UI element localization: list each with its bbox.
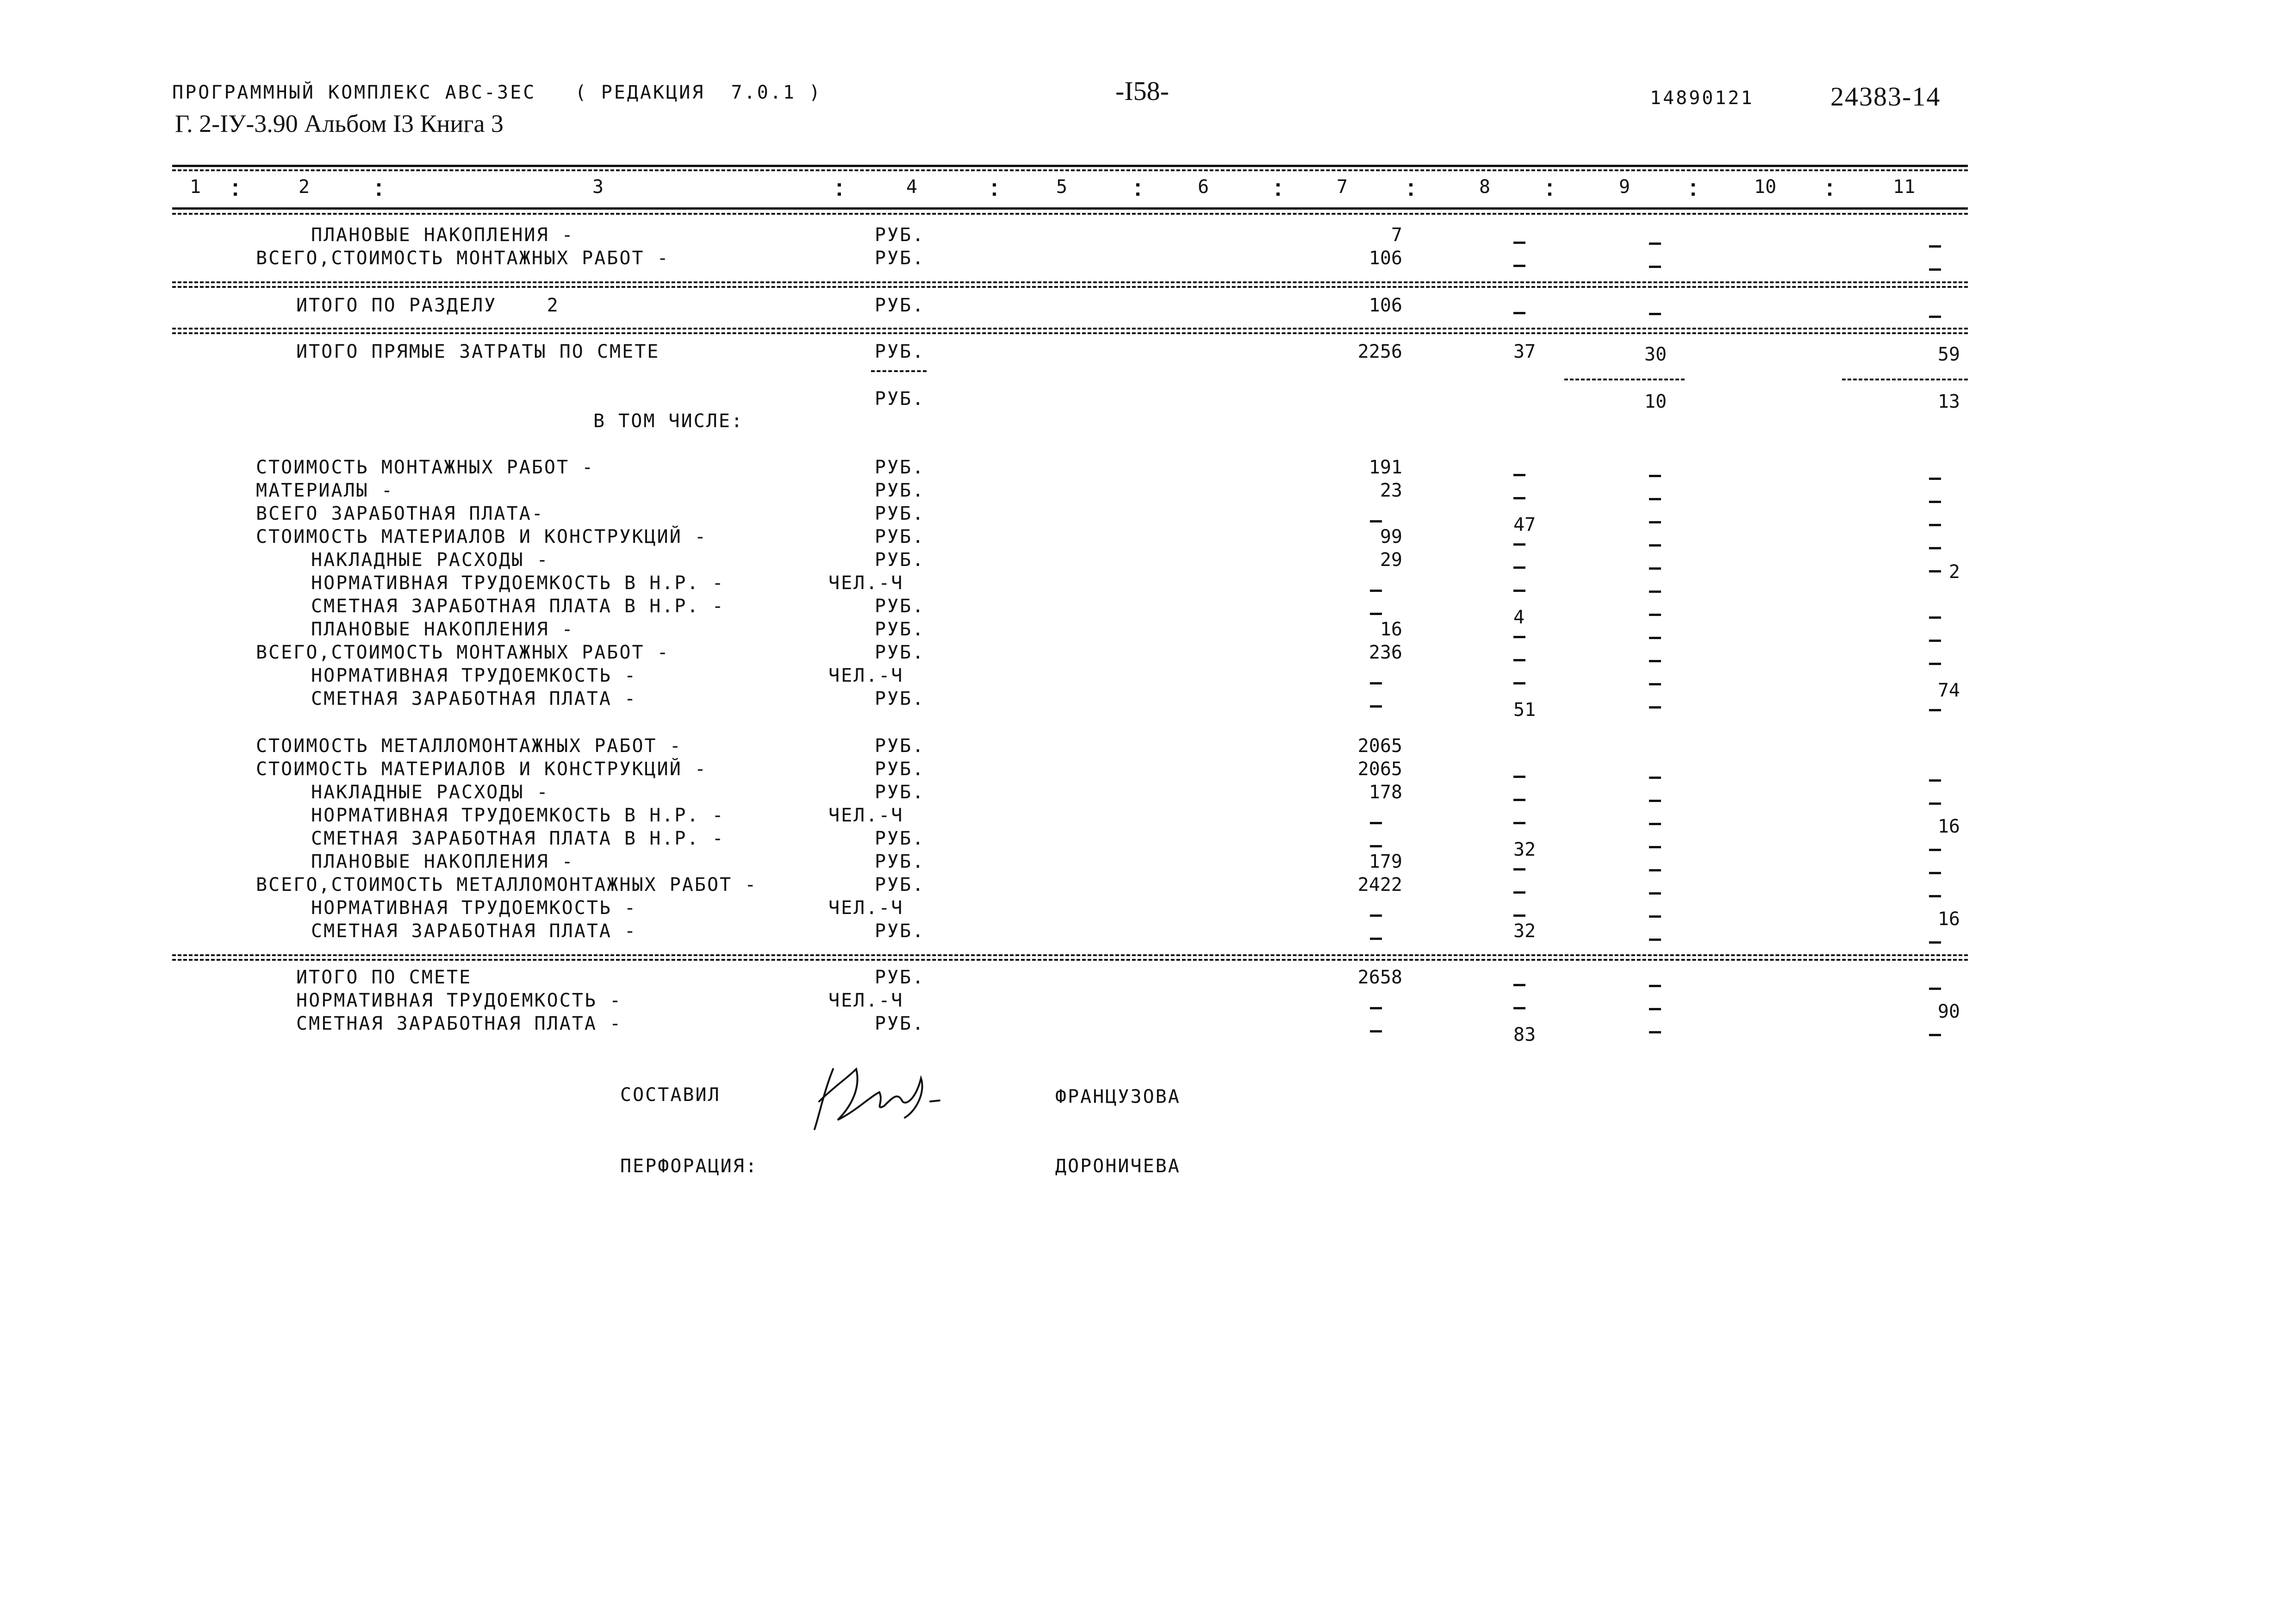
empty-value-dash [1929,640,1941,642]
empty-value-dash [1649,243,1661,245]
column-separator-dot [1548,183,1551,187]
column-separator-dot [377,193,380,196]
row-unit: РУБ. [875,735,925,757]
value-col8: 4 [1513,607,1525,628]
empty-value-dash [1649,567,1661,570]
row-label: СМЕТНАЯ ЗАРАБОТНАЯ ПЛАТА В Н.Р. - [311,828,725,849]
row-unit: РУБ. [875,341,925,362]
empty-value-dash [1513,636,1525,638]
section-rule [172,286,1968,288]
empty-value-dash [1649,614,1661,616]
row-unit: ЧЕЛ.-Ч [828,897,904,919]
empty-value-dash [1370,938,1382,940]
row-label: СМЕТНАЯ ЗАРАБОТНАЯ ПЛАТА - [311,688,637,709]
empty-value-dash [1929,547,1941,549]
empty-value-dash [1929,849,1941,851]
value-col11: 2 [1948,561,1960,583]
row-unit: РУБ. [875,874,925,895]
empty-value-dash [1513,242,1525,244]
empty-value-dash [1649,1031,1661,1033]
empty-value-dash [1649,637,1661,639]
row-unit: РУБ. [875,457,925,478]
empty-value-dash [1370,822,1382,824]
empty-value-dash [1513,776,1525,778]
column-number-9: 9 [1619,176,1630,198]
row-label: ПЛАНОВЫЕ НАКОПЛЕНИЯ - [311,619,574,640]
empty-value-dash [1929,1034,1941,1036]
value-col7: 7 [1391,224,1402,246]
empty-value-dash [1649,939,1661,941]
empty-value-dash [1649,521,1661,523]
value-col7: 2256 [1357,341,1402,362]
empty-value-dash [1513,659,1525,661]
empty-value-dash [1929,663,1941,665]
empty-value-dash [1370,914,1382,917]
row-label: ВСЕГО,СТОИМОСТЬ МОНТАЖНЫХ РАБОТ - [256,642,670,663]
empty-value-dash [1513,799,1525,801]
compiled-label: СОСТАВИЛ [620,1084,721,1106]
section-rule [172,954,1968,956]
empty-value-dash [1649,915,1661,918]
empty-value-dash [1929,478,1941,480]
row-unit: РУБ. [875,688,925,709]
row-label: СМЕТНАЯ ЗАРАБОТНАЯ ПЛАТА В Н.Р. - [311,596,725,617]
empty-value-dash [1649,985,1661,987]
compiled-name: ФРАНЦУЗОВА [1055,1086,1181,1107]
empty-value-dash [1370,520,1382,522]
empty-value-dash [1929,941,1941,944]
column-number-11: 11 [1893,176,1916,198]
column-separator-dot [1548,193,1551,196]
row-label: НАКЛАДНЫЕ РАСХОДЫ - [311,782,549,803]
value-col8: 47 [1513,514,1536,535]
value-col7: 179 [1369,851,1402,872]
value-col8: 51 [1513,699,1536,721]
row-label: ПЛАНОВЫЕ НАКОПЛЕНИЯ - [311,851,574,872]
row-label: НОРМАТИВНАЯ ТРУДОЕМКОСТЬ - [296,990,622,1011]
row-label: СТОИМОСТЬ МЕТАЛЛОМОНТАЖНЫХ РАБОТ - [256,735,682,757]
empty-value-dash [1929,570,1941,572]
row-unit: РУБ. [875,1013,925,1034]
row-label: ИТОГО ПО РАЗДЕЛУ 2 [296,295,560,316]
column-number-8: 8 [1479,176,1491,198]
empty-value-dash [1649,777,1661,779]
row-unit: РУБ. [875,295,925,316]
row-label: ВСЕГО,СТОИМОСТЬ МЕТАЛЛОМОНТАЖНЫХ РАБОТ - [256,874,758,895]
empty-value-dash [1649,846,1661,848]
row-unit: РУБ. [875,549,925,571]
row-label: ПЛАНОВЫЕ НАКОПЛЕНИЯ - [311,224,574,246]
empty-value-dash [1929,988,1941,990]
empty-value-dash [1649,498,1661,500]
empty-value-dash [1513,566,1525,569]
empty-value-dash [1649,823,1661,825]
row-unit: РУБ. [875,782,925,803]
row-unit: РУБ. [875,503,925,524]
row-label: В ТОМ ЧИСЛЕ: [593,410,744,432]
row-unit: РУБ. [875,480,925,501]
row-label: ИТОГО ПРЯМЫЕ ЗАТРАТЫ ПО СМЕТЕ [296,341,660,362]
section-rule [172,332,1968,334]
empty-value-dash [1649,869,1661,871]
series-title: Г. 2-IУ-3.90 Альбом I3 Книга 3 [175,110,504,137]
empty-value-dash [1513,822,1525,824]
empty-value-dash [1370,590,1382,592]
row-label: МАТЕРИАЛЫ - [256,480,394,501]
empty-value-dash [1929,779,1941,782]
empty-value-dash [1929,802,1941,805]
column-separator-dot [993,193,996,196]
program-title: ПРОГРАММНЫЙ КОМПЛЕКС АВС-3ЕС ( РЕДАКЦИЯ 7.0.1 ) [172,82,822,103]
row-label: НОРМАТИВНАЯ ТРУДОЕМКОСТЬ - [311,665,637,686]
perforation-label: ПЕРФОРАЦИЯ: [620,1156,758,1177]
column-number-10: 10 [1754,176,1777,198]
empty-value-dash [1513,474,1525,476]
empty-value-dash [1649,591,1661,593]
row-unit: РУБ. [875,596,925,617]
empty-value-dash [1929,524,1941,526]
signature-image [805,1051,963,1143]
empty-value-dash [1929,316,1941,318]
empty-value-dash [1513,497,1525,499]
value-col9: 10 [1644,391,1667,412]
empty-value-dash [1513,891,1525,894]
row-label: СТОИМОСТЬ МАТЕРИАЛОВ И КОНСТРУКЦИЙ - [256,759,707,780]
empty-value-dash [1513,543,1525,546]
empty-value-dash [1370,845,1382,847]
empty-value-dash [1649,313,1661,315]
empty-value-dash [1649,706,1661,709]
empty-value-dash [1929,501,1941,503]
value-col7: 106 [1369,248,1402,269]
row-label: СМЕТНАЯ ЗАРАБОТНАЯ ПЛАТА - [311,920,637,942]
subtotal-rule-col11 [1842,379,1968,380]
column-number-3: 3 [592,176,604,198]
empty-value-dash [1370,705,1382,708]
value-col7: 236 [1369,642,1402,663]
row-unit: РУБ. [875,388,925,410]
column-separator-dot [993,183,996,187]
column-separator-dot [1136,183,1139,187]
empty-value-dash [1370,1007,1382,1009]
value-col11: 13 [1937,391,1960,412]
section-rule [172,959,1968,961]
row-label: НОРМАТИВНАЯ ТРУДОЕМКОСТЬ - [311,897,637,919]
empty-value-dash [1649,475,1661,477]
column-separator-dot [838,183,841,187]
column-separator-dot [1692,183,1695,187]
column-number-4: 4 [906,176,918,198]
empty-value-dash [1649,892,1661,895]
empty-value-dash [1929,709,1941,711]
empty-value-dash [1513,868,1525,871]
row-label: ВСЕГО ЗАРАБОТНАЯ ПЛАТА- [256,503,544,524]
empty-value-dash [1513,312,1525,314]
empty-value-dash [1649,660,1661,662]
value-col8: 83 [1513,1024,1536,1045]
column-separator-dot [377,183,380,187]
empty-value-dash [1370,682,1382,684]
column-separator-dot [838,193,841,196]
empty-value-dash [1929,895,1941,897]
value-col7: 23 [1380,480,1402,501]
row-unit: РУБ. [875,967,925,988]
column-number-6: 6 [1198,176,1209,198]
empty-value-dash [1513,914,1525,917]
value-col11: 74 [1937,680,1960,701]
value-col7: 2422 [1357,874,1402,895]
perforation-name: ДОРОНИЧЕВА [1055,1156,1181,1177]
empty-value-dash [1649,266,1661,268]
row-label: НАКЛАДНЫЕ РАСХОДЫ - [311,549,549,571]
row-unit: РУБ. [875,619,925,640]
row-unit: РУБ. [875,526,925,547]
value-col7: 191 [1369,457,1402,478]
value-col8: 37 [1513,341,1536,362]
row-unit: ЧЕЛ.-Ч [828,805,904,826]
column-separator-dot [234,193,237,196]
column-separator-dot [1409,183,1412,187]
value-col7: 178 [1369,782,1402,803]
value-col8: 32 [1513,920,1536,942]
empty-value-dash [1513,984,1525,986]
subtotal-rule-col4 [871,370,927,372]
row-unit: РУБ. [875,828,925,849]
document-number: 24383-14 [1830,81,1941,112]
page-number: -I58- [1115,76,1169,106]
row-unit: РУБ. [875,920,925,942]
row-unit: РУБ. [875,851,925,872]
row-unit: РУБ. [875,642,925,663]
value-col7: 16 [1380,619,1402,640]
row-label: СТОИМОСТЬ МОНТАЖНЫХ РАБОТ - [256,457,595,478]
column-separator-dot [1828,193,1831,196]
column-header-bottom-rule-dashed [172,213,1968,215]
row-label: СМЕТНАЯ ЗАРАБОТНАЯ ПЛАТА - [296,1013,622,1034]
value-col7: 2658 [1357,967,1402,988]
subtotal-rule-col9 [1564,379,1685,380]
column-number-7: 7 [1337,176,1348,198]
value-col11: 90 [1937,1001,1960,1022]
value-col7: 2065 [1357,759,1402,780]
empty-value-dash [1370,1030,1382,1032]
row-label: НОРМАТИВНАЯ ТРУДОЕМКОСТЬ В Н.Р. - [311,572,725,594]
empty-value-dash [1649,544,1661,547]
column-separator-dot [1136,193,1139,196]
row-unit: РУБ. [875,759,925,780]
empty-value-dash [1370,613,1382,615]
empty-value-dash [1929,268,1941,271]
value-col7: 2065 [1357,735,1402,757]
row-unit: ЧЕЛ.-Ч [828,572,904,594]
value-col7: 106 [1369,295,1402,316]
empty-value-dash [1513,682,1525,684]
column-header-bottom-rule [172,207,1968,210]
section-rule [172,281,1968,283]
document-code: 14890121 [1650,87,1754,109]
value-col11: 16 [1937,816,1960,837]
column-separator-dot [234,183,237,187]
row-unit: ЧЕЛ.-Ч [828,665,904,686]
column-number-1: 1 [190,176,201,198]
row-label: ИТОГО ПО СМЕТЕ [296,967,472,988]
empty-value-dash [1929,245,1941,248]
value-col9: 30 [1644,344,1667,365]
value-col7: 99 [1380,526,1402,547]
column-separator-dot [1276,183,1280,187]
empty-value-dash [1513,265,1525,267]
value-col7: 29 [1380,549,1402,571]
empty-value-dash [1929,616,1941,619]
column-separator-dot [1828,183,1831,187]
column-separator-dot [1692,193,1695,196]
row-label: ВСЕГО,СТОИМОСТЬ МОНТАЖНЫХ РАБОТ - [256,248,670,269]
column-number-5: 5 [1056,176,1068,198]
column-separator-dot [1409,193,1412,196]
table-top-rule [172,165,1968,167]
column-number-2: 2 [299,176,310,198]
value-col8: 32 [1513,839,1536,860]
table-top-rule-dashed [172,169,1968,171]
row-unit: РУБ. [875,248,925,269]
row-label: СТОИМОСТЬ МАТЕРИАЛОВ И КОНСТРУКЦИЙ - [256,526,707,547]
empty-value-dash [1649,1008,1661,1010]
empty-value-dash [1513,590,1525,592]
row-unit: ЧЕЛ.-Ч [828,990,904,1011]
value-col11: 59 [1937,344,1960,365]
row-unit: РУБ. [875,224,925,246]
column-separator-dot [1276,193,1280,196]
empty-value-dash [1649,683,1661,685]
empty-value-dash [1649,800,1661,802]
section-rule [172,328,1968,330]
row-label: НОРМАТИВНАЯ ТРУДОЕМКОСТЬ В Н.Р. - [311,805,725,826]
value-col11: 16 [1937,908,1960,930]
empty-value-dash [1929,872,1941,874]
empty-value-dash [1513,1007,1525,1009]
